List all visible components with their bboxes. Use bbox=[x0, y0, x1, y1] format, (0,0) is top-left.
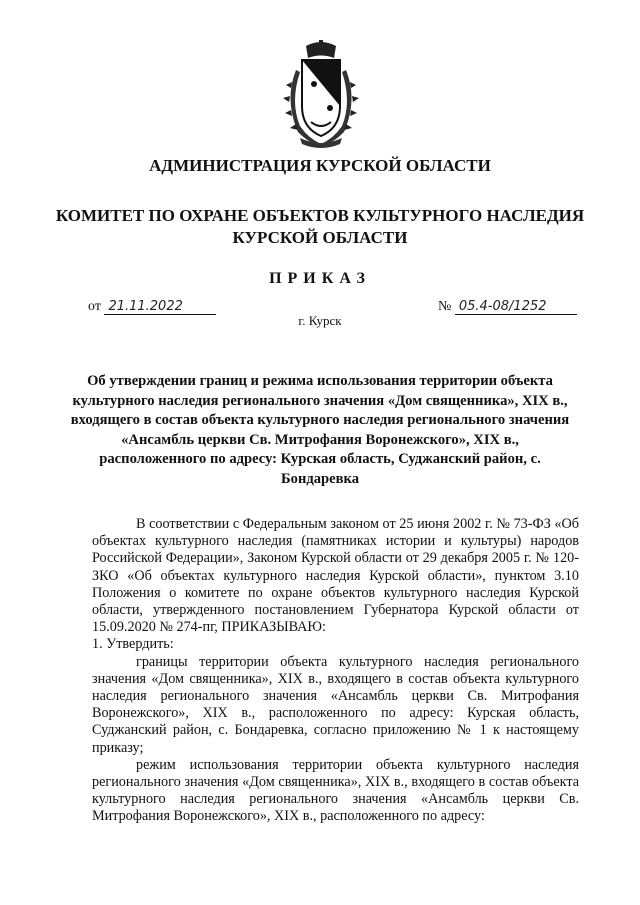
committee-title-line2: КУРСКОЙ ОБЛАСТИ bbox=[232, 228, 408, 247]
number-prefix: № bbox=[438, 299, 452, 314]
order-heading: ПРИКАЗ bbox=[269, 270, 371, 287]
date-prefix: от bbox=[88, 299, 101, 314]
order-body bbox=[92, 516, 579, 826]
city-line: г. Курск bbox=[298, 313, 342, 328]
borders-item: границы территории объекта культурного наследия регионального значения «Дом священника», XIX в., входящего в состав объекта культурного наследия регионального значения «Ансамбль церкви Св. Митрофания Воронежского», XIX в., расположенного по адресу: Курская область, Суджанский район, с. Бондаревка, согласно приложению № 1 к настоящему приказу; bbox=[92, 653, 579, 756]
intro-paragraph: В соответствии с Федеральным законом от 25 июня 2002 г. № 73-ФЗ «Об объектах культурного наследия (памятниках истории и культуры) народов Российской Федерации», Законом Курской области от 29 декабря 2005 г. № 120-ЗКО «Об объектах культурного наследия Курской области», пунктом 3.10 Положения о комитете по охране объектов культурного наследия Курской области, утвержденного постановлением Губернатора Курской области от 15.09.2020 № 274-пг, ПРИКАЗЫВАЮ: bbox=[92, 516, 579, 636]
number-value: 05.4-08/1252 bbox=[455, 300, 577, 315]
committee-title bbox=[0, 205, 640, 249]
order-subject: Об утверждении границ и режима использования территории объекта культурного наследия регионального значения «Дом священника», XIX в., входящего в состав объекта культурного наследия регионального значения «Ансамбль церкви Св. Митрофания Воронежского», XIX в., расположенного по адресу: Курская область, Суджанский район, с. Бондаревка bbox=[70, 373, 570, 487]
administration-title: АДМИНИСТРАЦИЯ КУРСКОЙ ОБЛАСТИ bbox=[149, 156, 491, 175]
coat-of-arms-icon bbox=[278, 40, 364, 150]
regime-item: режим использования территории объекта культурного наследия регионального значения «Дом священника», XIX в., входящего в состав объекта культурного наследия регионального значения «Ансамбль церкви Св. Митрофания Воронежского», XIX в., расположенного по адресу: bbox=[92, 756, 579, 825]
date-value: 21.11.2022 bbox=[104, 300, 216, 315]
point-one: 1. Утвердить: bbox=[92, 636, 174, 653]
committee-title-line1: КОМИТЕТ ПО ОХРАНЕ ОБЪЕКТОВ КУЛЬТУРНОГО НАСЛЕДИЯ bbox=[55, 206, 585, 225]
